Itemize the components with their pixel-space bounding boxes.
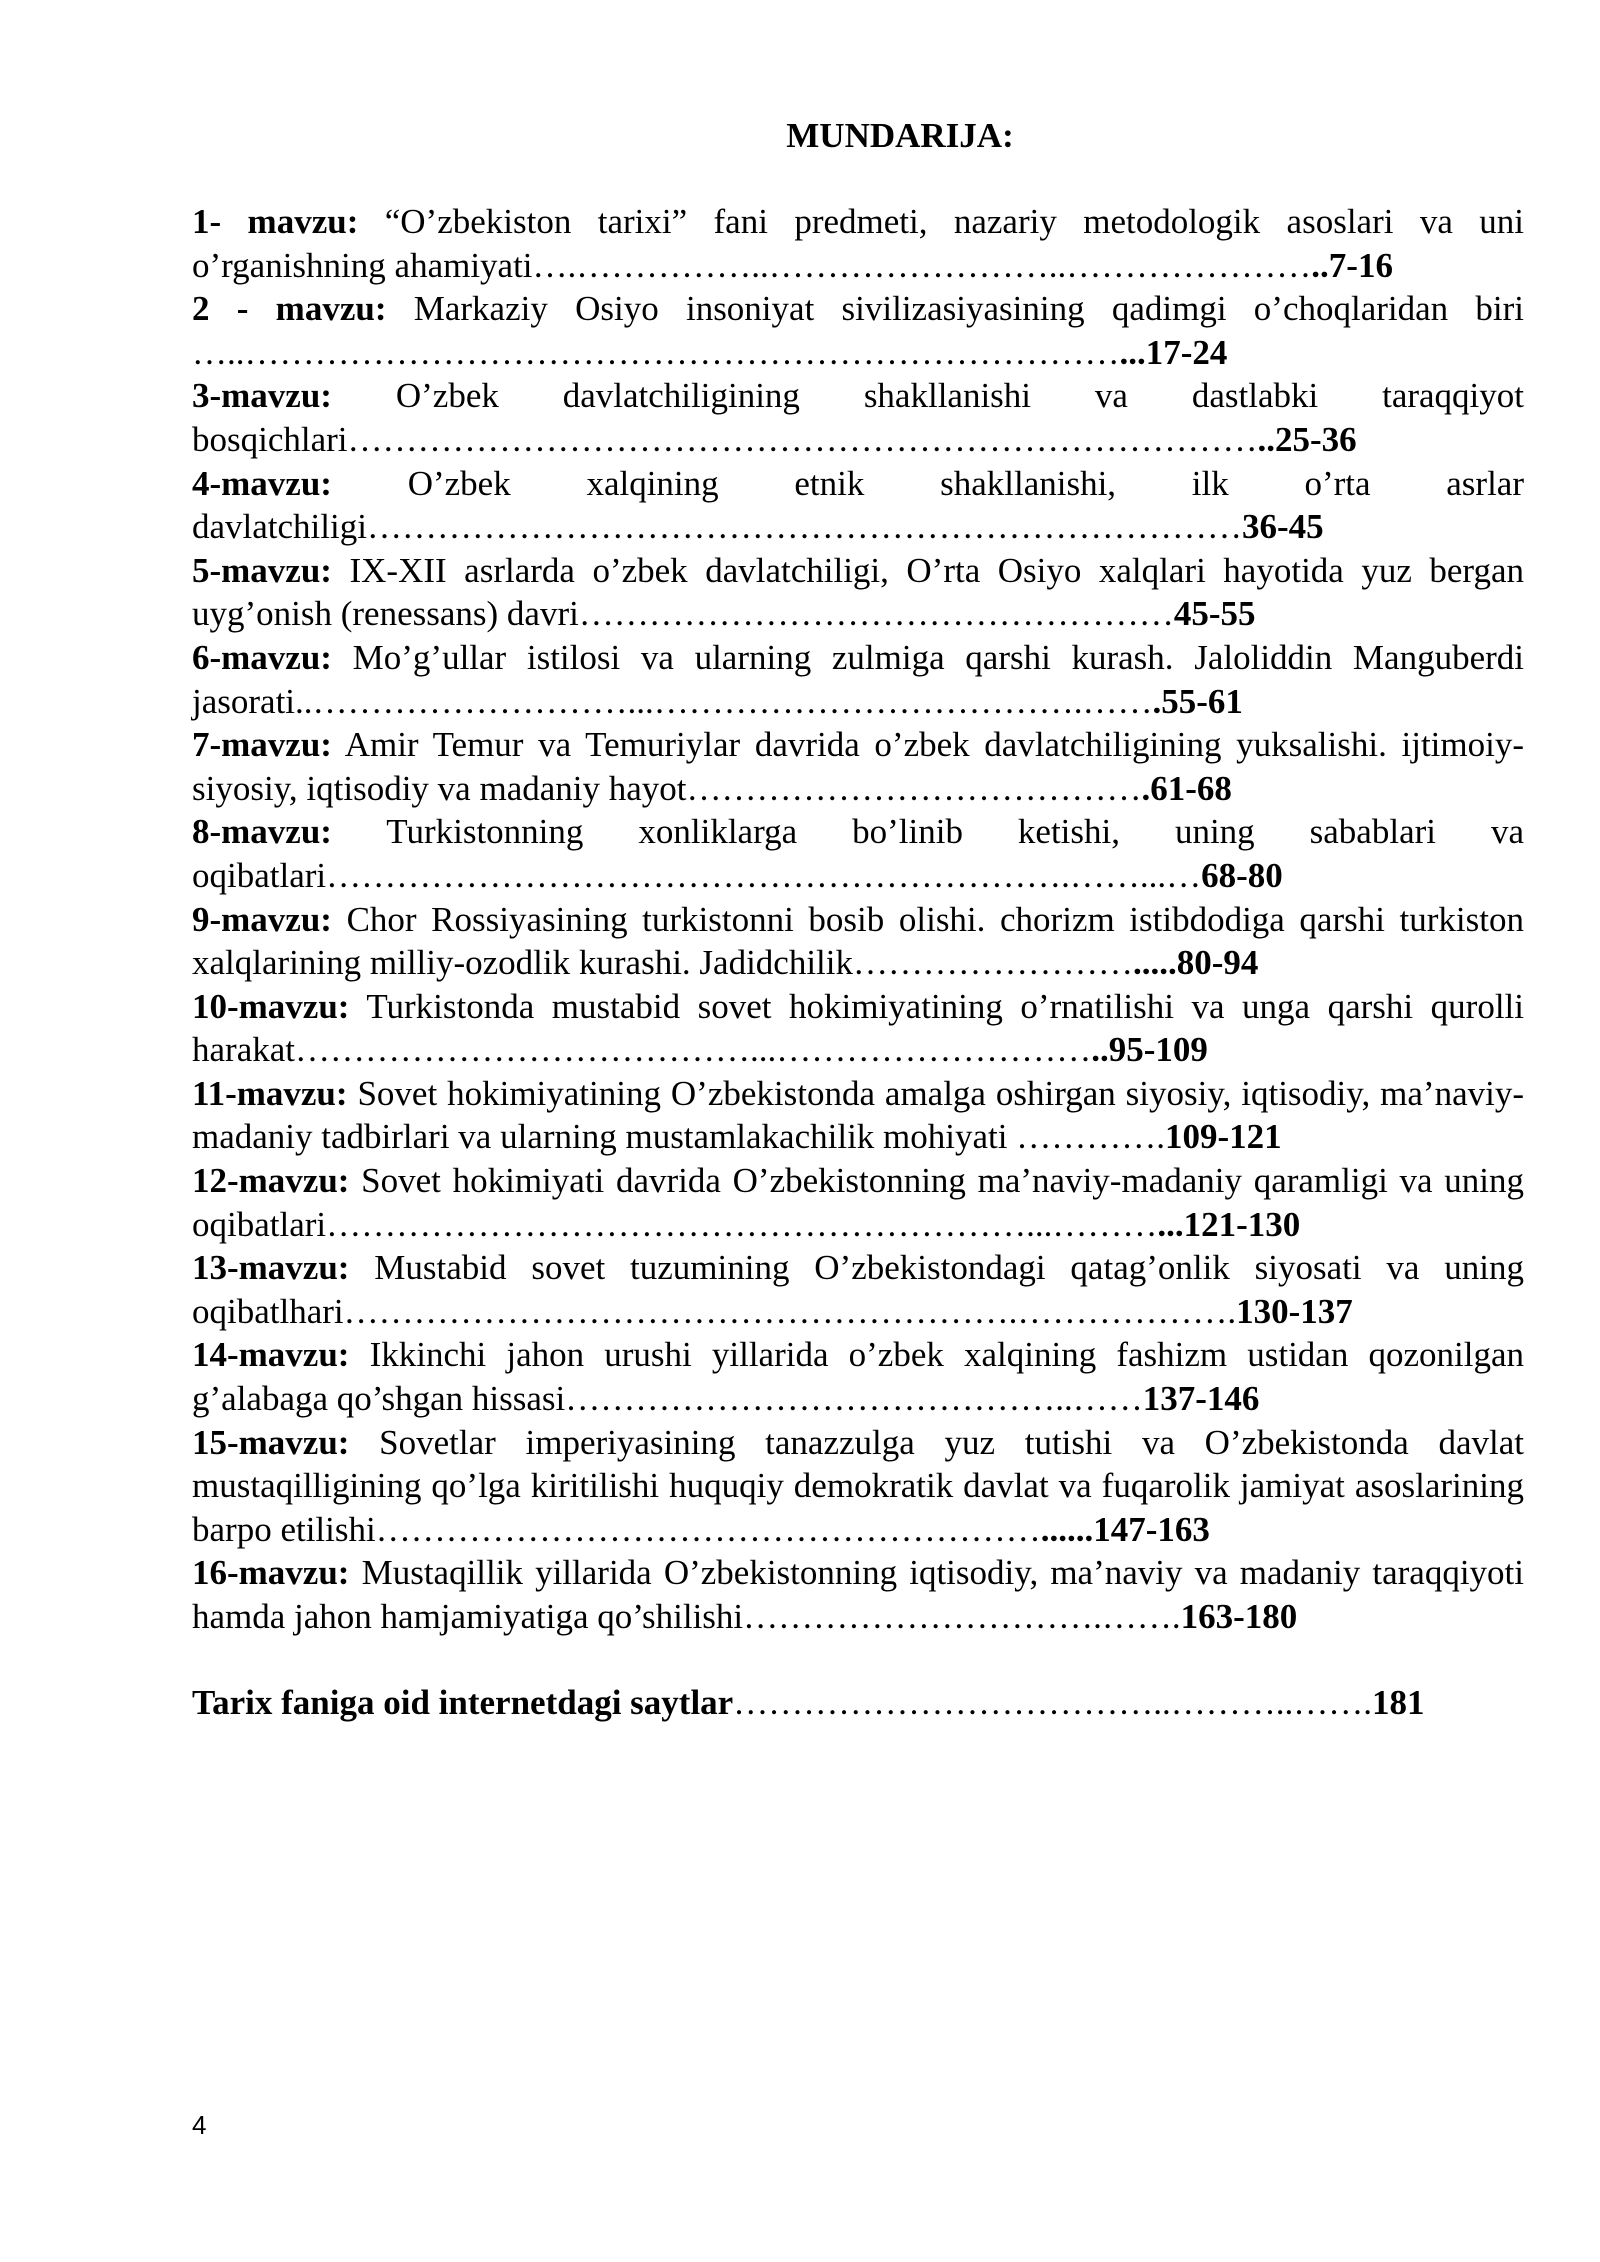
toc-entry-pages: ......147-163 [1040,1509,1210,1549]
toc-entry[interactable] [192,723,1524,810]
toc-entry[interactable] [192,200,1524,287]
toc-entry-text: Mustaqillik yillarida O’zbekistonning iqtisodiy, ma’naviy va madaniy taraqqiyoti hamda jahon hamjamiyatiga qo’shilishi [192,1553,1524,1636]
toc-leader-dots: ………………………………..………..……. [733,1683,1372,1722]
toc-entry-text: Turkistonda mustabid sovet hokimiyatining o’rnatilishi va unga qarshi qurolli harakat [192,986,1524,1070]
toc-leader-dots: ………………………………………………….………………. [343,1291,1237,1331]
toc-entry[interactable] [192,1159,1524,1246]
toc-entry-pages: 36-45 [1241,507,1324,547]
toc-leader-dots: …………………… [853,943,1134,983]
toc-entry-label: 15-mavzu: [192,1422,350,1462]
toc-entry[interactable] [192,1421,1524,1552]
toc-entry-pages: .55-61 [1152,681,1243,721]
toc-entry[interactable] [192,287,1524,374]
toc-entry-text: Sovetlar imperiyasining tanazzulga yuz tutishi va O’zbekistonda davlat mustaqilligining qo’lga kiritilishi huquqiy demokratik davlat va fuqarolik jamiyat asoslarining barpo etilishi [192,1422,1524,1549]
toc-entry-text: O’zbek davlatchiligining shakllanishi va dastlabki taraqqiyot bosqichlari [192,376,1524,459]
toc-entry[interactable] [192,1333,1524,1420]
toc-entry-label: 12-mavzu: [192,1161,350,1201]
toc-leader-dots: ………………………………… [686,768,1142,808]
toc-leader-dots: …..………………………………………………………………… [192,332,1120,372]
toc-entry-label: 2 - mavzu: [192,289,387,329]
toc-entry-pages: ..95-109 [1091,1030,1208,1070]
toc-entry-text: O’zbek xalqining etnik shakllanishi, ilk o’rta asrlar davlatchiligi [192,463,1524,547]
toc-leader-dots: ……………………………………………………...……… [326,1204,1158,1244]
toc-entry-pages: .....80-94 [1133,943,1259,983]
toc-leader-dots: …………………………………………… [578,594,1174,634]
toc-entry[interactable] [192,462,1524,549]
toc-entry-pages: ...121-130 [1157,1204,1301,1244]
toc-entry[interactable] [192,985,1524,1072]
page-title: MUNDARIJA: [786,116,1014,155]
table-of-contents [192,200,1524,1639]
toc-entry-pages: 181 [1371,1683,1425,1722]
toc-leader-dots: ……………………………………………………….……...… [326,855,1202,895]
toc-entry-label: 14-mavzu: [192,1335,350,1375]
toc-entry-label: 7-mavzu: [192,725,332,765]
toc-leader-dots: ……………………………………..…… [565,1379,1143,1419]
toc-entry[interactable] [192,1246,1524,1333]
toc-entry-text: Sovet hokimiyati davrida O’zbekistonning ma’naviy-madaniy qaramligi va uning oqibatlari [192,1161,1524,1244]
toc-leader-dots: …………………………………………………………………… [347,419,1258,459]
toc-entry-text: Chor Rossiyasining turkistonni bosib olishi. chorizm istibdodiga qarshi turkiston xalqlarining milliy-ozodlik kurashi. Jadidchilik [192,899,1524,983]
toc-entry-label: 10-mavzu: [192,986,350,1026]
toc-leader-dots: …………. [1007,1117,1165,1157]
toc-entry-pages: ..25-36 [1257,419,1357,459]
toc-entry-pages: 130-137 [1236,1291,1353,1331]
toc-entry-text: Markaziy Osiyo insoniyat sivilizasiyasining qadimgi o’choqlaridan biri [386,289,1525,329]
toc-entry-pages: 137-146 [1142,1379,1260,1419]
toc-leader-dots: ………………………….……. [743,1597,1181,1636]
toc-entry-label: 5-mavzu: [192,550,332,590]
toc-entry-pages: .61-68 [1141,768,1232,808]
toc-leader-dots: ………………………………………………… [375,1509,1041,1549]
toc-entry-text: “O’zbekiston tarixi” fani predmeti, nazariy metodologik asoslari va uni o’rganishning ahamiyati [192,202,1524,285]
toc-entry-text: IX-XII asrlarda o’zbek davlatchiligi, O’rta Osiyo xalqlari hayotida yuz bergan uyg’onish (renessans) davri [192,550,1524,634]
toc-entry-pages: ...17-24 [1119,332,1228,372]
toc-entry[interactable] [192,1551,1524,1638]
toc-entry-pages: 163-180 [1180,1597,1298,1636]
toc-entry-text: Ikkinchi jahon urushi yillarida o’zbek xalqining fashizm ustidan qozonilgan g’alabaga qo’shgan hissasi [192,1335,1524,1419]
toc-entry-pages: ..7-16 [1311,245,1393,285]
toc-entry-label: 16-mavzu: [192,1553,350,1593]
toc-entry-label: Tarix faniga oid internetdagi saytlar [192,1683,734,1722]
toc-entry[interactable] [192,636,1524,723]
toc-leader-dots: ….……………..……………………..………………… [532,245,1312,285]
toc-entry-text: Amir Temur va Temuriylar davrida o’zbek davlatchiligining yuksalishi. ijtimoiy-siyosiy, iqtisodiy va madaniy hayot [192,725,1524,808]
toc-entry[interactable] [192,898,1524,985]
toc-entry-extra[interactable] [192,1681,1524,1725]
toc-entry-text: Mustabid sovet tuzumining O’zbekistondagi qatag’onlik siyosati va uning oqibatlhari [192,1248,1524,1331]
toc-entry[interactable] [192,549,1524,636]
toc-entry-label: 1- mavzu: [192,202,359,241]
toc-entry-text: Mo’g’ullar istilosi va ularning zulmiga qarshi kurash. Jaloliddin Manguberdi jasorati [192,637,1524,721]
toc-leader-dots: ………………………………………………………………… [366,507,1242,547]
toc-entry-text: Sovet hokimiyatining O’zbekistonda amalga oshirgan siyosiy, iqtisodiy, ma’naviy-madaniy tadbirlari va ularning mustamlakachilik mohiyati [192,1073,1524,1157]
toc-entry-label: 9-mavzu: [192,899,332,939]
toc-entry-label: 8-mavzu: [192,812,332,852]
toc-entry-pages: 45-55 [1173,594,1256,634]
toc-entry[interactable] [192,374,1524,461]
toc-entry-label: 4-mavzu: [192,463,332,503]
toc-entry[interactable] [192,1072,1524,1159]
toc-entry-pages: 109-121 [1164,1117,1282,1157]
page-number: 4 [192,2110,207,2140]
toc-entry-label: 11-mavzu: [192,1073,348,1113]
toc-leader-dots: ..………………………...……………………………….…… [295,681,1153,721]
toc-entry-label: 6-mavzu: [192,637,332,677]
toc-entry-label: 3-mavzu: [192,376,332,416]
toc-entry-pages: 68-80 [1201,855,1283,895]
toc-leader-dots: …………………………………...……………………… [294,1030,1092,1070]
toc-entry-text: Turkistonning xonliklarga bo’linib ketishi, uning sabablari va oqibatlari [192,812,1524,895]
toc-entry[interactable] [192,810,1524,897]
toc-entry-label: 13-mavzu: [192,1248,350,1288]
